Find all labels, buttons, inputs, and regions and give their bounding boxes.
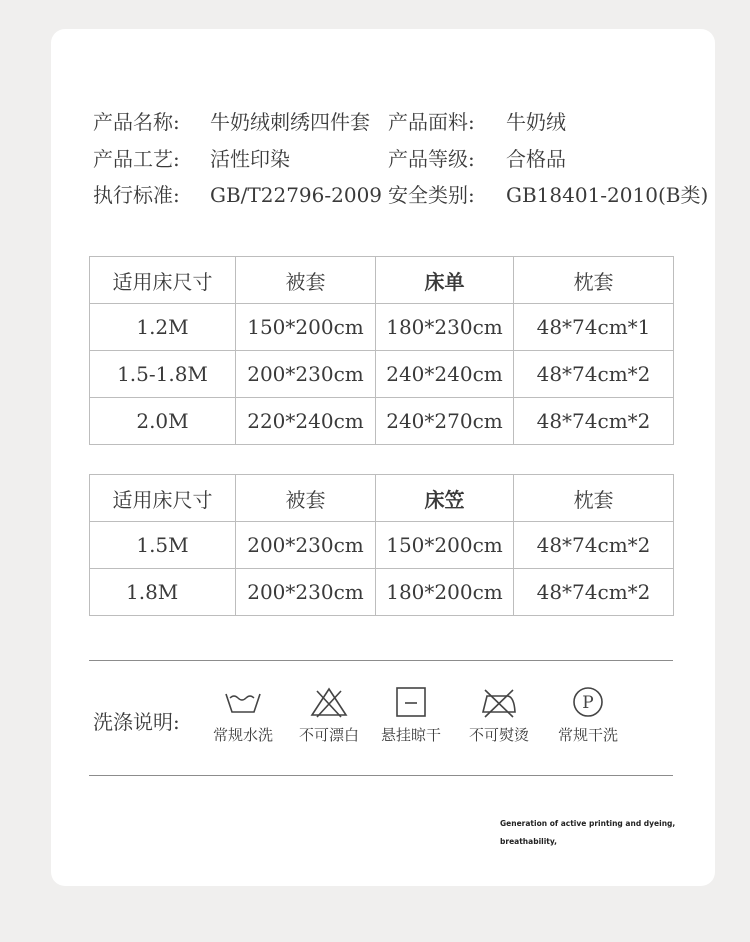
divider-top <box>89 660 673 661</box>
table-row <box>90 398 674 445</box>
header-duvet-cover: 被套 <box>236 475 376 522</box>
info-value: 活性印染 <box>210 146 290 171</box>
footer-line: Generation of active printing and dyeing, <box>500 819 676 828</box>
footer-note <box>500 815 675 851</box>
info-value: 牛奶绒 <box>506 110 566 134</box>
info-value: GB/T22796-2009 <box>210 183 383 207</box>
no-bleach-icon <box>309 686 349 718</box>
size-table-flat-sheet <box>89 256 674 445</box>
table-cell: 150*200cm <box>236 304 376 351</box>
header-bed-sheet: 床单 <box>376 257 514 304</box>
table-cell: 48*74cm*2 <box>514 522 674 569</box>
table-cell: 180*230cm <box>376 304 514 351</box>
care-item-label: 不可熨烫 <box>468 726 529 744</box>
care-item-dry-clean <box>543 686 633 745</box>
dry-clean-symbol: P <box>582 693 594 713</box>
care-item-label: 悬挂晾干 <box>380 726 441 744</box>
hang-dry-icon <box>391 686 431 718</box>
table-cell: 1.8M <box>90 569 236 616</box>
info-value: 牛奶绒刺绣四件套 <box>210 110 370 134</box>
care-item-no-iron <box>454 686 544 745</box>
info-label: 执行标准: <box>93 183 180 207</box>
header-duvet-cover: 被套 <box>236 257 376 304</box>
table-cell: 1.5M <box>90 522 236 569</box>
size-table-fitted-sheet <box>89 474 674 616</box>
care-item-label: 常规干洗 <box>557 726 618 744</box>
no-iron-icon <box>479 686 519 718</box>
table-row <box>90 304 674 351</box>
care-item-label: 不可漂白 <box>298 726 359 744</box>
table-cell: 220*240cm <box>236 398 376 445</box>
info-label: 安全类别: <box>388 183 475 207</box>
info-value: 合格品 <box>506 146 566 171</box>
table-row <box>90 522 674 569</box>
table-cell: 2.0M <box>90 398 236 445</box>
table-cell: 48*74cm*2 <box>514 351 674 398</box>
info-label: 产品工艺: <box>93 146 180 171</box>
table-cell: 200*230cm <box>236 569 376 616</box>
table-cell: 1.5-1.8M <box>90 351 236 398</box>
table-cell: 240*240cm <box>376 351 514 398</box>
info-label: 产品等级: <box>388 146 475 171</box>
info-label: 产品名称: <box>93 110 180 134</box>
table-header-row <box>90 475 674 522</box>
table-cell: 1.2M <box>90 304 236 351</box>
footer-line: breathability, <box>500 837 558 846</box>
info-value: GB18401-2010(B类) <box>506 183 709 207</box>
table-header-row <box>90 257 674 304</box>
table-cell: 200*230cm <box>236 522 376 569</box>
table-cell: 48*74cm*1 <box>514 304 674 351</box>
table-cell: 200*230cm <box>236 351 376 398</box>
header-fitted-sheet: 床笠 <box>376 475 514 522</box>
header-pillowcase: 枕套 <box>514 475 674 522</box>
care-item-hang-dry <box>366 686 456 745</box>
table-cell: 48*74cm*2 <box>514 569 674 616</box>
info-label: 产品面料: <box>388 110 475 134</box>
table-cell: 150*200cm <box>376 522 514 569</box>
dry-clean-icon <box>568 686 608 718</box>
table-cell: 180*200cm <box>376 569 514 616</box>
divider-bottom <box>89 775 673 776</box>
care-item-machine-wash <box>198 686 288 745</box>
table-row <box>90 569 674 616</box>
header-bed-size: 适用床尺寸 <box>90 475 236 522</box>
care-item-no-bleach <box>284 686 374 745</box>
header-pillowcase: 枕套 <box>514 257 674 304</box>
care-instructions-label: 洗涤说明: <box>93 710 180 734</box>
table-cell: 240*270cm <box>376 398 514 445</box>
table-row <box>90 351 674 398</box>
care-item-label: 常规水洗 <box>212 726 273 744</box>
header-bed-size: 适用床尺寸 <box>90 257 236 304</box>
table-cell: 48*74cm*2 <box>514 398 674 445</box>
wash-tub-icon <box>223 686 263 718</box>
